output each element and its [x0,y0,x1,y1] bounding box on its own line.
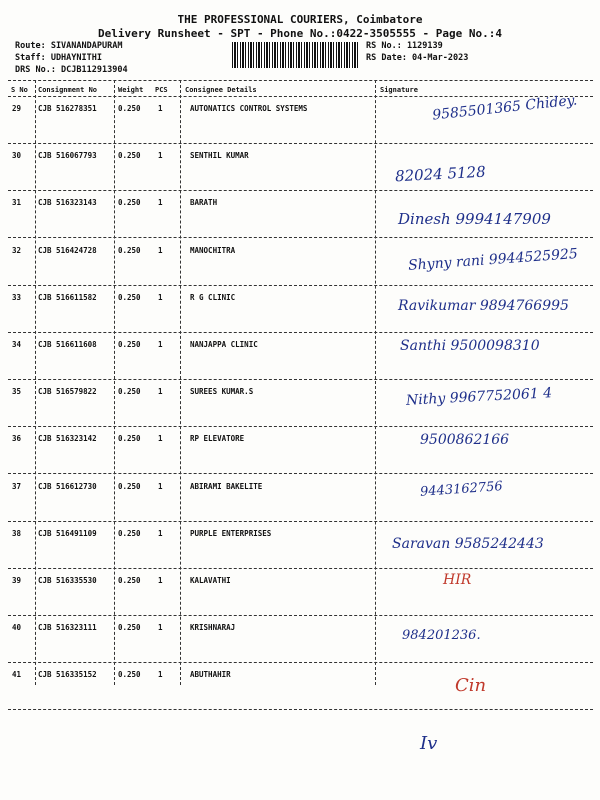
cell-pcs: 1 [158,623,163,633]
column-divider [375,80,376,685]
cell-pcs: 1 [158,340,163,349]
cell-weight: 0.250 [118,198,141,208]
row-divider [8,662,593,663]
cell-consignment: CJB 516323142 [38,434,97,444]
row-divider [8,521,593,522]
cell-consignment: CJB 516323111 [38,623,97,633]
staff-label: Staff: UDHAYNITHI [15,53,102,63]
signature-30: 82024 5128 [394,162,487,186]
cell-pcs: 1 [158,670,163,680]
cell-weight: 0.250 [118,623,141,633]
cell-consignment: CJB 516335530 [38,576,97,585]
cell-consignee: KALAVATHI [190,576,231,585]
cell-weight: 0.250 [118,245,141,255]
col-consignee-header: Consignee Details [185,86,257,94]
cell-weight: 0.250 [118,387,141,397]
signature-38: Saravan 9585242443 [392,536,544,552]
cell-sno: 41 [12,670,22,680]
cell-sno: 32 [12,245,22,255]
cell-sno: 29 [12,104,22,113]
cell-weight: 0.250 [118,104,141,113]
cell-consignment: CJB 516612730 [38,481,97,491]
cell-weight: 0.250 [118,670,141,680]
cell-consignee: AUTONATICS CONTROL SYSTEMS [190,104,308,113]
cell-weight: 0.250 [118,528,141,538]
cell-pcs: 1 [158,434,163,444]
column-divider [114,80,115,685]
cell-consignee: PURPLE ENTERPRISES [190,528,272,538]
row-divider [8,568,593,569]
column-divider [35,80,36,685]
barcode [232,42,358,68]
cell-consignee: BARATH [190,198,218,208]
cell-consignee: RP ELEVATORE [190,434,245,444]
cell-weight: 0.250 [118,292,141,302]
col-sno-header: S No [11,86,28,94]
cell-consignment: CJB 516611608 [38,340,97,349]
col-weight-header: Weight [118,86,144,94]
cell-pcs: 1 [158,245,163,255]
col-signature-header: Signature [380,86,418,94]
cell-sno: 31 [12,198,22,208]
cell-sno: 38 [12,528,22,538]
cell-consignment: CJB 516611582 [38,292,97,302]
cell-consignment: CJB 516067793 [38,151,97,161]
cell-sno: 36 [12,434,22,444]
cell-weight: 0.250 [118,481,141,491]
cell-pcs: 1 [158,151,163,161]
signature-37: 9443162756 [419,479,504,500]
cell-consignee: ABUTHAHIR [190,670,231,680]
col-consignment-header: Consignment No [38,86,98,94]
runsheet-subtitle: Delivery Runsheet - SPT - Phone No.:0422-3505555 - Page No.:4 [98,27,502,40]
handwritten-mark: Iv [420,733,438,754]
cell-consignee: R G CLINIC [190,292,236,302]
cell-pcs: 1 [158,528,163,538]
cell-consignee: KRISHNARAJ [190,623,236,633]
rs-date: RS Date: 04-Mar-2023 [366,53,469,63]
signature-33: Ravikumar 9894766995 [398,298,569,314]
company-title: THE PROFESSIONAL COURIERS, Coimbatore [177,13,423,26]
cell-sno: 30 [12,151,22,161]
signature-41: Cin [455,675,487,696]
cell-consignment: CJB 516323143 [38,198,97,208]
table-top-border [8,80,593,81]
cell-pcs: 1 [158,198,163,208]
cell-weight: 0.250 [118,151,141,161]
signature-32: Shyny rani 9944525925 [407,246,579,274]
row-divider [8,615,593,616]
row-divider [8,190,593,191]
cell-consignee: SENTHIL KUMAR [190,151,249,161]
cell-sno: 39 [12,576,22,585]
row-divider [8,379,593,380]
row-divider [8,426,593,427]
row-divider [8,237,593,238]
cell-pcs: 1 [158,387,163,397]
signature-39: HIR [443,572,472,588]
signature-40: 984201236. [402,628,481,643]
cell-consignment: CJB 516491109 [38,528,97,538]
route-label: Route: SIVANANDAPURAM [15,41,123,51]
cell-consignee: MANOCHITRA [190,245,236,255]
cell-consignment: CJB 516278351 [38,104,97,113]
row-divider [8,473,593,474]
cell-sno: 40 [12,623,22,633]
cell-sno: 33 [12,292,22,302]
cell-pcs: 1 [158,481,163,491]
rs-number: RS No.: 1129139 [366,41,443,51]
signature-36: 9500862166 [420,432,510,448]
cell-weight: 0.250 [118,340,141,349]
signature-31: Dinesh 9994147909 [398,210,551,228]
cell-pcs: 1 [158,292,163,302]
row-divider [8,285,593,286]
signature-29: 9585501365 Chidey. [431,92,578,124]
column-divider [180,80,181,685]
cell-consignee: SUREES KUMAR.S [190,387,254,397]
cell-sno: 34 [12,340,22,349]
cell-sno: 35 [12,387,22,397]
cell-pcs: 1 [158,576,163,585]
col-pcs-header: PCS [155,86,168,94]
cell-sno: 37 [12,481,22,491]
signature-34: Santhi 9500098310 [400,338,540,354]
cell-consignment: CJB 516424728 [38,245,97,255]
row-divider [8,143,593,144]
cell-pcs: 1 [158,104,163,113]
cell-weight: 0.250 [118,576,141,585]
cell-consignee: NANJAPPA CLINIC [190,340,258,349]
cell-consignment: CJB 516579822 [38,387,97,397]
row-divider [8,332,593,333]
cell-consignee: ABIRAMI BAKELITE [190,481,263,491]
cell-weight: 0.250 [118,434,141,444]
header-bottom-border [8,96,593,97]
row-divider [8,709,593,710]
cell-consignment: CJB 516335152 [38,670,97,680]
signature-35: Nithy 9967752061 4 [405,385,553,409]
drs-number: DRS No.: DCJB112913904 [15,65,128,75]
